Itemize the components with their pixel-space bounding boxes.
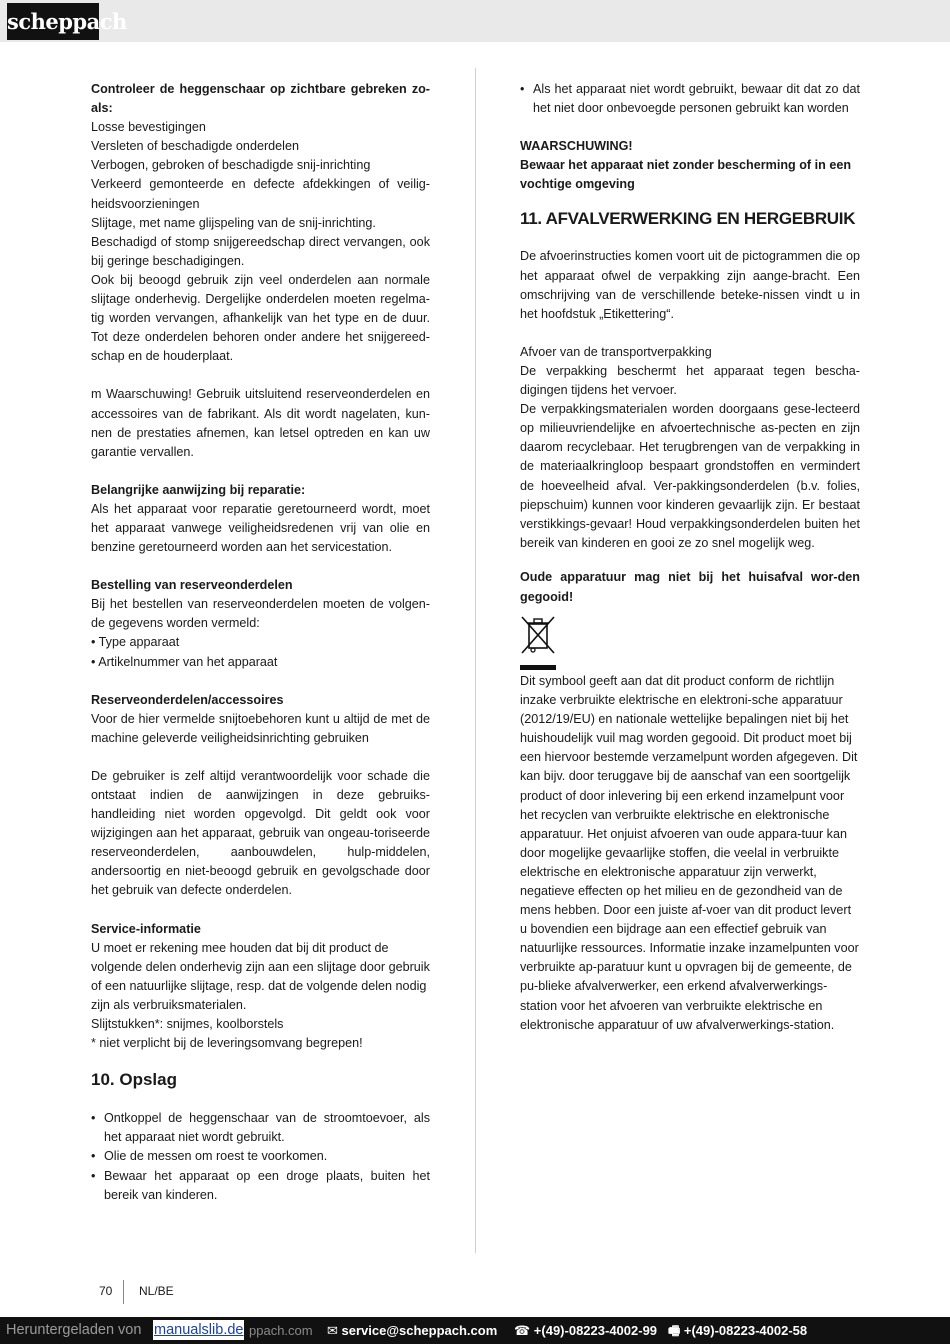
manualslib-link[interactable]: manualslib.de — [154, 1322, 244, 1338]
transport-heading: Afvoer van de transportverpakking — [520, 344, 712, 359]
list-item: • Ontkoppel de heggenschaar van de stroomtoevoer, als het apparaat niet wordt gebruikt. — [91, 1109, 430, 1147]
service-heading: Service-informatie — [91, 921, 201, 936]
weee-bar — [520, 665, 556, 670]
accessories-text: Voor de hier vermelde snijtoebehoren kunt u altijd de met de machine geleverde veiligheidsinrichting gebruiken — [91, 711, 430, 745]
crossed-bin-icon — [520, 615, 556, 655]
check-heading: Controleer de heggenschaar op zichtbare gebreken zo-als: — [91, 82, 430, 116]
list-item: • Olie de messen om roest te voorkomen. — [91, 1147, 430, 1166]
disposal-heading: 11. AFVALVERWERKING EN HERGEBRUIK — [520, 209, 856, 229]
check-line: Versleten of beschadigde onderdelen — [91, 139, 299, 154]
fax-contact: 🖷 +(49)-08223-4002-58 — [668, 1323, 808, 1338]
weee-text: Dit symbool geeft aan dat dit product conform de richtlijn inzake verbruikte elektrische en elektroni-sche apparatuur (2012/19/EU) en nationale wettelijke bepalingen niet bij het huishoudelijk vuil mag worden gegooid. Dit product moet bij een hiervoor bestemde verzamelpunt worden afgegeven. Dit kan bijv. door teruggave bij de aanschaf van een soortgelijk product of door inlevering bij een erkend inzamelpunt voor het recyclen van verbruikte elektrische en elektronische apparatuur. Het onjuist afvoeren van oude appara-tuur kan door mogelijke gevaarlijke stoffen, die veelal in verbruikte elektrische en elektronische apparatuur zijn verwerkt, negatieve effecten op het milieu en de gezondheid van de mens hebben. Door een juiste af-voer van dit product levert u bovendien een bijdrage aan een effectief gebruik van natuurlijke ressources. Informatie inzake inzamelpunten voor verbruikte ap-paratuur kunt u opvragen bij de gemeente, de pu-blieke afvalverwerker, een erkend afvalverwerkings-station voor het afvoeren van verbruikte elektrische en elektronische apparatuur of uw afvalverwerkings-station. — [520, 673, 859, 1032]
disposal-intro: De afvoerinstructies komen voort uit de pictogrammen die op het apparaat ofwel de verpakking zijn aange-bracht. Een omschrijving van de verschillende beteke-nissen vindt u in het hoofdstuk „Etikettering“. — [520, 249, 860, 321]
warning-title: WAARSCHUWING! — [520, 139, 633, 154]
old-equipment-heading: Oude apparatuur mag niet bij het huisafval wor-den gegooid! — [520, 569, 860, 604]
check-line: Verkeerd gemonteerde en defecte afdekkingen of veilig-heidsvoorzieningen — [91, 177, 430, 211]
service-parts: Slijtstukken*: snijmes, koolborstels — [91, 1017, 284, 1032]
warning-paragraph: m Waarschuwing! Gebruik uitsluitend reserveonderdelen en accessoires van de fabrikant. Als dit wordt nagelaten, kun-nen de prestaties afnemen, kan letsel optreden en kan uw garantie vervallen. — [91, 387, 430, 459]
service-text: U moet er rekening mee houden dat bij dit product de volgende delen onderhevig zijn aan een slijtage door gebruik of een natuurlijke slijtage, resp. dat de volgende delen nodig zijn als verbruiksmaterialen. — [91, 940, 430, 1012]
storage-heading: 10. Opslag — [91, 1070, 177, 1090]
check-line: Beschadigd of stomp snijgereedschap direct vervangen, ook bij geringe beschadigingen. — [91, 234, 430, 268]
list-item: • Bewaar het apparaat op een droge plaats, buiten het bereik van kinderen. — [91, 1167, 430, 1205]
footer-bar — [0, 1317, 950, 1344]
warning-text: Bewaar het apparaat niet zonder bescherming of in een vochtige omgeving — [520, 158, 852, 192]
page-number: 70 — [99, 1284, 113, 1298]
storage-list-continued — [520, 80, 860, 118]
language-code: NL/BE — [139, 1284, 174, 1298]
repair-text: Als het apparaat voor reparatie geretourneerd wordt, moet het apparaat vanwege veiligheidsredenen vrij van olie en benzine geretourneerd worden aan het servicestation. — [91, 501, 430, 555]
liability-text: De gebruiker is zelf altijd verantwoordelijk voor schade die ontstaat indien de aanwijzingen in deze gebruiks-handleiding niet worden opgevolgd. Dit geldt ook voor wijzigingen aan het apparaat, gebruik van ongeau-toriseerde reserveonderdelen, aanbouwdelen, hulp-middelen, andersoortig en niet-beoogd gebruik en gevolgschade door het gebruik van defecte onderdelen. — [91, 768, 430, 898]
header-bar — [0, 0, 950, 42]
order-text: Bij het bestellen van reserveonderdelen moeten de volgen-de gegevens worden vermeld: — [91, 597, 430, 631]
check-line: Verbogen, gebroken of beschadigde snij-inrichting — [91, 158, 371, 173]
email-contact: ✉ service@scheppach.com — [327, 1323, 498, 1338]
page-separator — [123, 1280, 124, 1304]
scheppach-logo: scheppach — [7, 3, 99, 40]
check-line: Ook bij beoogd gebruik zijn veel onderdelen aan normale slijtage onderhevig. Dergelijke onderdelen moeten regelma-tig worden vervangen, afhankelijk van het type en de duur. Tot deze onderdelen behoren onder andere het snijgereed-schap en de houderplaat. — [91, 272, 430, 364]
transport-text: De verpakking beschermt het apparaat tegen bescha-digingen tijdens het vervoer. — [520, 363, 860, 398]
phone-contact: ☎ +(49)-08223-4002-99 — [514, 1323, 658, 1338]
order-heading: Bestelling van reserveonderdelen — [91, 578, 293, 593]
list-item: • Als het apparaat niet wordt gebruikt, bewaar dit dat zo dat het niet door onbevoegde personen gebruikt kan worden — [520, 80, 860, 118]
check-line: Losse bevestigingen — [91, 120, 206, 135]
order-item: • Type apparaat — [91, 635, 180, 650]
right-column — [520, 80, 860, 1035]
repair-heading: Belangrijke aanwijzing bij reparatie: — [91, 482, 306, 497]
service-note: * niet verplicht bij de leveringsomvang begrepen! — [91, 1036, 363, 1051]
accessories-heading: Reserveonderdelen/accessoires — [91, 692, 284, 707]
column-divider — [475, 68, 476, 1253]
order-item: • Artikelnummer van het apparaat — [91, 654, 278, 669]
transport-text: De verpakkingsmaterialen worden doorgaans gese-lecteerd op milieuvriendelijke en afvoertechnische as-pecten en zijn daarom recyclebaar. Het terugbrengen van de verpakking in de materiaalkringloop bespaart grondstoffen en vermindert de hoeveelheid afval. Ver-pakkingsonderdelen (b.v. folies, piepschuim) kunnen voor kinderen gevaarlijk zijn. Er bestaat verstikkings-gevaar! Houd verpakkingsonderdelen buiten het bereik van kinderen en gooi ze zo snel mogelijk weg. — [520, 402, 860, 550]
downloaded-from-text: Heruntergeladen von — [6, 1322, 142, 1338]
left-column — [91, 80, 430, 1205]
website-text: ppach.com — [249, 1323, 313, 1338]
check-line: Slijtage, met name glijspeling van de snij-inrichting. — [91, 215, 376, 230]
storage-list — [91, 1109, 430, 1204]
